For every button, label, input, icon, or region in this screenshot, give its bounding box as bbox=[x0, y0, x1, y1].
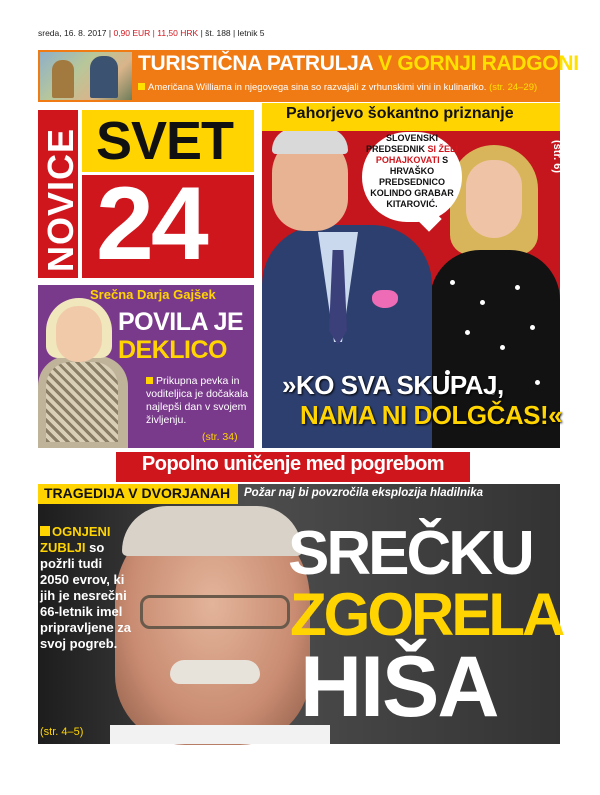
bubble-text-2: SI ŽELI POHAJKOVATI bbox=[375, 144, 459, 165]
bubble-text-3: S HRVAŠKO PREDSEDNICO KOLINDO GRABAR KITAROVIĆ. bbox=[370, 155, 454, 209]
oldman-photo-mustache bbox=[170, 660, 260, 684]
purple-story-body bbox=[146, 375, 256, 427]
banner-title-part-2: V GORNJI RADGONI bbox=[378, 52, 579, 75]
lower-headline-2: ZGORELA bbox=[290, 581, 563, 648]
main-quote-line-1: »KO SVA SKUPAJ, bbox=[282, 370, 504, 400]
photo-person-1 bbox=[52, 60, 74, 98]
issue-date: sreda, 16. 8. 2017 | bbox=[38, 28, 112, 38]
dress-dot bbox=[535, 380, 540, 385]
masthead-svet: SVET bbox=[96, 111, 234, 171]
dress-dot bbox=[500, 345, 505, 350]
issue-meta bbox=[38, 28, 265, 38]
oldman-photo-glasses bbox=[140, 595, 290, 629]
darja-photo-face bbox=[56, 306, 102, 362]
banner-page-ref: (str. 24–29) bbox=[489, 82, 538, 93]
issue-number: | št. 188 | letnik 5 bbox=[200, 28, 265, 38]
lower-story-body bbox=[40, 524, 132, 652]
dress-dot bbox=[530, 325, 535, 330]
lower-story-label: TRAGEDIJA V DVORJANAH bbox=[44, 485, 231, 501]
bullet-icon bbox=[138, 83, 145, 90]
bullet-icon bbox=[146, 377, 153, 384]
purple-headline-2: DEKLICO bbox=[118, 336, 227, 364]
purple-headline-1: POVILA JE bbox=[118, 308, 244, 336]
main-quote-line-2: NAMA NI DOLGČAS!« bbox=[300, 400, 563, 430]
banner-subtitle-text: Američana Williama in njegovega sina so razvajali z vrhunskimi vini in kulinariko. bbox=[148, 82, 487, 93]
bullet-icon bbox=[40, 526, 50, 536]
dress-dot bbox=[465, 330, 470, 335]
dress-dot bbox=[515, 285, 520, 290]
dress-dot bbox=[450, 280, 455, 285]
banner-title bbox=[138, 52, 579, 76]
woman-photo-face bbox=[466, 160, 522, 238]
speech-bubble-text bbox=[362, 133, 462, 210]
darja-photo-dress bbox=[46, 362, 118, 442]
main-story-tag: Pahorjevo šokantno priznanje bbox=[286, 105, 514, 122]
purple-story-tag: Srečna Darja Gajšek bbox=[90, 287, 216, 302]
masthead-number: 24 bbox=[96, 166, 206, 282]
oldman-photo-hair bbox=[122, 506, 302, 556]
lower-story-subtitle: Požar naj bi povzročila eksplozija hladilnika bbox=[244, 487, 484, 499]
lower-story-body-lead: OGNJENI ZUBLJI bbox=[40, 524, 111, 555]
masthead-novice: NOVICE bbox=[40, 127, 81, 272]
photo-person-2 bbox=[90, 56, 118, 98]
heart-pocket-square bbox=[372, 290, 398, 308]
purple-story-body-text: Prikupna pevka in voditeljica je dočakala najlepši dan v svojem življenju. bbox=[146, 375, 249, 426]
lower-headline-1: SREČKU bbox=[288, 519, 532, 588]
banner-title-part-1: TURISTIČNA PATRULJA bbox=[138, 52, 373, 75]
lower-story-body-text: so požrli tudi 2050 evrov, ki jih je nesrečni 66-letnik imel pripravljene za svoj pogreb. bbox=[40, 540, 132, 651]
man-photo-hair bbox=[272, 128, 348, 154]
banner-subtitle bbox=[138, 82, 537, 93]
issue-price: 0,90 EUR | 11,50 HRK bbox=[113, 28, 199, 38]
bubble-text-1: SLOVENSKI PREDSEDNIK bbox=[365, 133, 438, 154]
purple-story-page-ref: (str. 34) bbox=[202, 431, 238, 443]
oldman-photo-shirt bbox=[110, 725, 330, 744]
main-story-page-ref: (str. 6) bbox=[551, 140, 563, 174]
mid-story-title: Popolno uničenje med pogrebom bbox=[141, 453, 445, 475]
lower-headline-3: HIŠA bbox=[300, 639, 498, 735]
banner-photo bbox=[40, 52, 132, 100]
lower-story-page-ref: (str. 4–5) bbox=[40, 726, 84, 738]
dress-dot bbox=[480, 300, 485, 305]
